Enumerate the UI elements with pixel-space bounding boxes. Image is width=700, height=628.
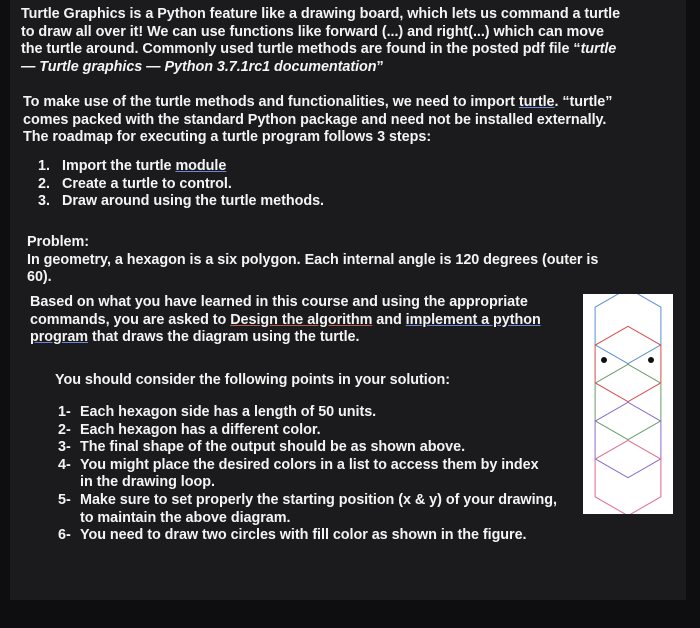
- point-item: 2- Each hexagon has a different color.: [58, 421, 321, 438]
- design-algorithm-link[interactable]: Design the algorithm: [230, 311, 373, 328]
- task-line-1: Based on what you have learned in this course and using the appropriate: [30, 294, 528, 310]
- turtle-link[interactable]: turtle: [518, 94, 555, 110]
- problem-line-1: In geometry, a hexagon is a six polygon. Each internal angle is 120 degrees (outer is: [27, 251, 599, 268]
- points-list: [58, 404, 557, 545]
- hexagon-diagram: [583, 294, 673, 514]
- import-line-1: To make use of the turtle methods and functionalities, we need to import turtle. “turtle”: [23, 94, 613, 110]
- task-line-3: program that draws the diagram using the turtle.: [30, 329, 360, 346]
- hexagon-diagram-svg: [583, 294, 673, 514]
- consider-line: You should consider the following points in your solution:: [55, 372, 450, 388]
- hexagon-outline: [595, 294, 661, 364]
- problem-heading: Problem:: [27, 234, 89, 250]
- left-filled-circle: [601, 357, 607, 363]
- program-link[interactable]: program: [30, 329, 89, 346]
- implement-python-link[interactable]: implement a python: [405, 311, 541, 328]
- right-filled-circle: [648, 357, 654, 363]
- point-item: 1- Each hexagon side has a length of 50 units.: [58, 404, 377, 420]
- module-link[interactable]: module: [175, 158, 227, 174]
- intro-line-3: the turtle around. Commonly used turtle methods are found in the posted pdf file “turtle: [21, 41, 617, 58]
- step-item: 1. Import the turtle module: [38, 158, 227, 174]
- steps-list: [38, 158, 324, 211]
- import-line-2: comes packed with the standard Python package and need not be installed externally.: [23, 111, 607, 128]
- point-item: 6- You need to draw two circles with fill color as shown in the figure.: [58, 527, 527, 544]
- intro-paragraph: [21, 6, 620, 76]
- import-paragraph: [23, 94, 612, 147]
- import-line-3: The roadmap for executing a turtle program follows 3 steps:: [23, 129, 432, 146]
- task-paragraph: [30, 294, 541, 347]
- step-item: 3. Draw around using the turtle methods.: [38, 193, 324, 210]
- problem-line-2: 60).: [27, 269, 52, 286]
- point-item: 5- Make sure to set properly the starting position (x & y) of your drawing, to maintain the above diagram.: [58, 491, 557, 526]
- problem-section: [27, 234, 598, 287]
- step-item: 2. Create a turtle to control.: [38, 175, 232, 192]
- task-line-2: commands, you are asked to Design the algorithm and implement a python: [30, 311, 541, 328]
- intro-line-2: to draw all over it! We can use functions like forward (...) and right(...) which can move: [21, 23, 604, 40]
- point-item: 4- You might place the desired colors in a list to access them by index in the drawing loop.: [58, 456, 539, 491]
- intro-line-4: — Turtle graphics — Python 3.7.1rc1 documentation”: [21, 58, 384, 75]
- intro-line-1: Turtle Graphics is a Python feature like a drawing board, which lets us command a turtle: [21, 6, 621, 22]
- point-item: 3- The final shape of the output should be as shown above.: [58, 439, 466, 456]
